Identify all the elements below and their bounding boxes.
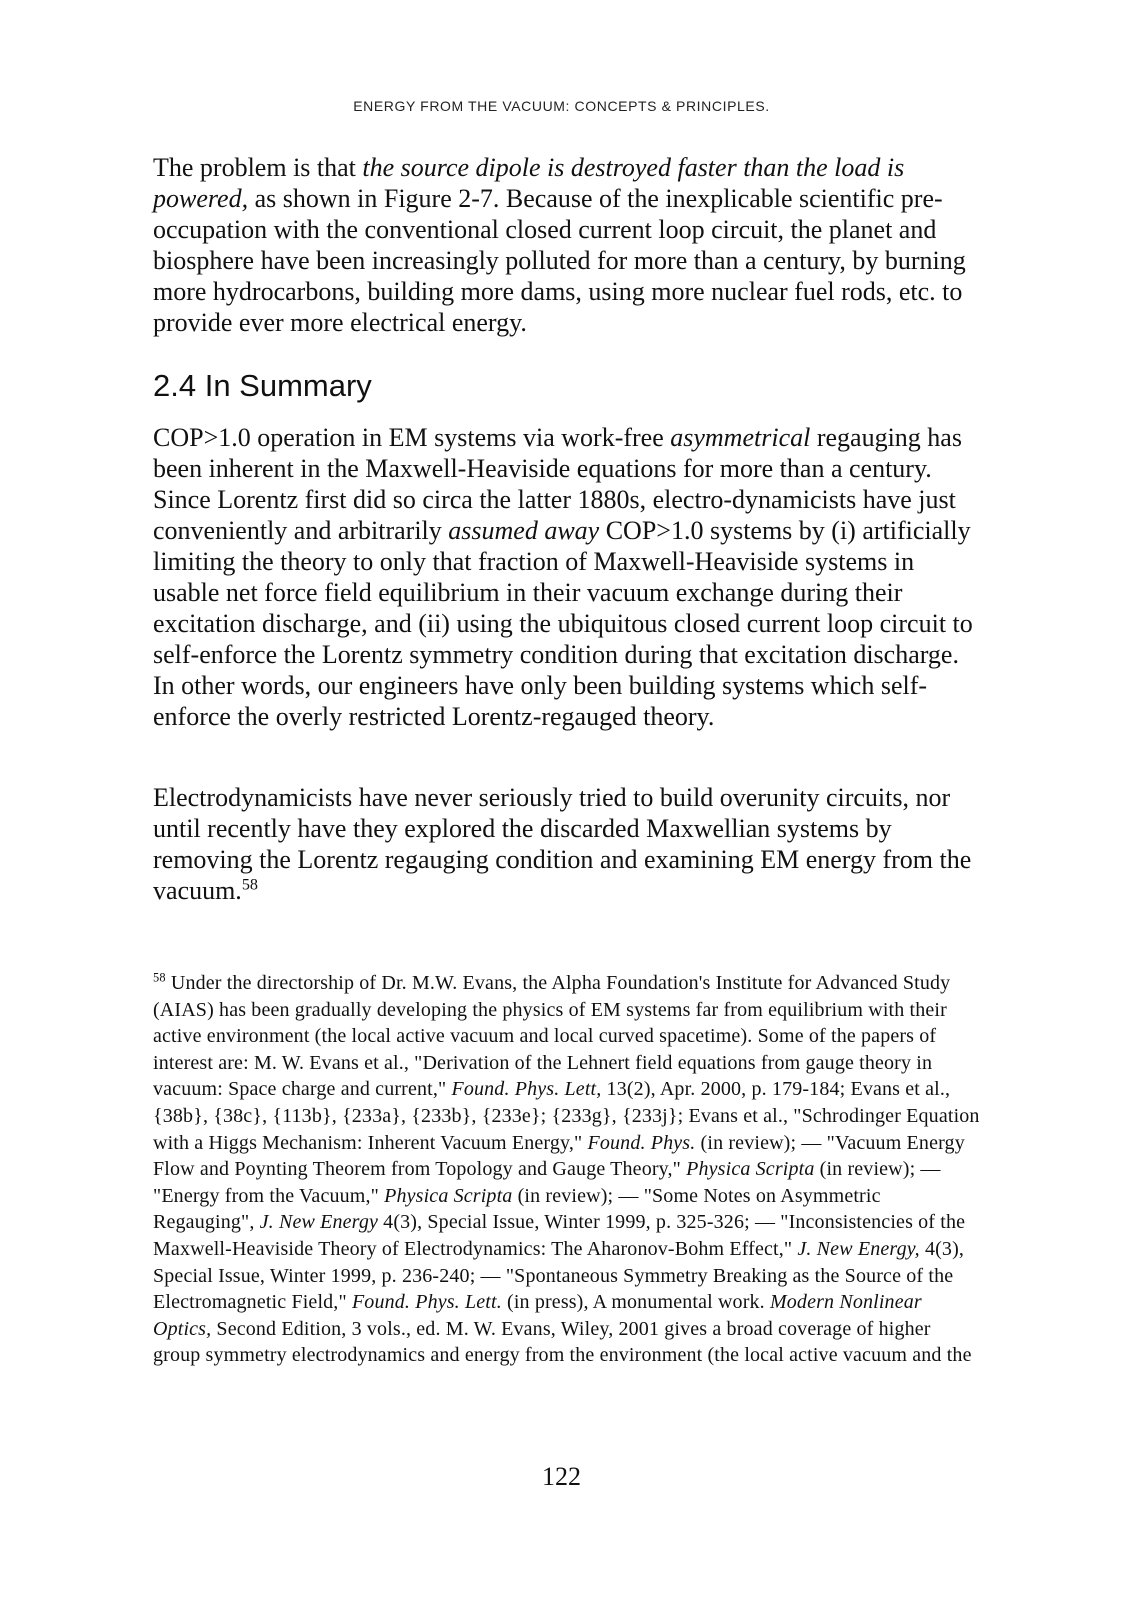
footnote-citation: J. New Energy, — [797, 1237, 920, 1260]
footnote-citation: Physica Scripta — [686, 1158, 815, 1181]
section-heading: 2.4 In Summary — [153, 368, 372, 403]
paragraph-summary — [153, 422, 983, 732]
footnote-text: Second Edition, 3 vols., ed. M. W. Evans, Wiley, 2001 gives a broad coverage of higher group symmetry electrodynamics and energy from the environment (the local active vacuum and the — [153, 1317, 972, 1367]
paragraph-text: The problem is that — [153, 153, 363, 182]
footnote-text: (in review); — "Vacuum Energy Flow and Poynting Theorem from Topology and Gauge Theory," — [153, 1131, 965, 1181]
footnote-citation: Physica Scripta — [384, 1184, 513, 1207]
footnote-reference: 58 — [241, 876, 258, 894]
footnote-text: Under the directorship of Dr. M.W. Evans, the Alpha Foundation's Institute for Advanced Study (AIAS) has been gradually developing the physics of EM systems far from equilibrium with their active environment (the local active vacuum and local curved spacetime). Some of the papers of interest are: M. W. Evans et al., "Derivation of the Lehnert field equations from gauge theory in vacuum: Space charge and current," — [153, 972, 951, 1101]
paragraph-source-dipole — [153, 152, 983, 338]
footnote-citation: Found. Phys. — [587, 1131, 696, 1154]
footnote-citation: Found. Phys. Lett. — [351, 1291, 502, 1314]
footnote-text: (in review); — "Some Notes on Asymmetric Regauging", — [153, 1184, 881, 1234]
paragraph-electrodynamicists — [153, 782, 983, 906]
footnote-text: 13(2), Apr. 2000, p. 179-184; Evans et al., {38b}, {38c}, {113b}, {233a}, {233b}, {233e}; {233g}, {233j}; Evans et al., "Schrodinger Equation with a Higgs Mechanism: Inherent Vacuum Energy," — [153, 1078, 980, 1154]
footnote-number: 58 — [153, 970, 166, 985]
footnote-citation: Found. Phys. Lett, — [451, 1078, 602, 1101]
paragraph-text: Electrodynamicists have never seriously tried to build overunity circuits, nor until recently have they explored the discarded Maxwellian systems by removing the Lorentz regauging condition and examining EM energy from the vacuum. — [153, 783, 972, 905]
emphasis-text: assumed away — [448, 516, 600, 545]
footnote-text: 4(3), Special Issue, Winter 1999, p. 325-326; — "Inconsistencies of the Maxwell-Heaviside Theory of Electrodynamics: The Aharonov-Bohm Effect," — [153, 1211, 966, 1260]
paragraph-text: as shown in Figure 2-7. Because of the inexplicable scientific pre-occupation with the conventional closed current loop circuit, the planet and biosphere have been increasingly polluted for more than a century, by burning more hydrocarbons, building more dams, using more nuclear fuel rods, etc. to provide ever more electrical energy. — [153, 184, 966, 337]
running-header: ENERGY FROM THE VACUUM: CONCEPTS & PRINCIPLES. — [353, 98, 770, 114]
paragraph-text: COP>1.0 systems by (i) artificially limiting the theory to only that fraction of Maxwell-Heaviside systems in usable net force field equilibrium in their vacuum exchange during their excitation discharge, and (ii) using the ubiquitous closed current loop circuit to self-enforce the Lorentz symmetry condition during that excitation discharge. In other words, our engineers have only been building systems which self-enforce the overly restricted Lorentz-regauged theory. — [153, 516, 973, 731]
footnote-text: (in press), A monumental work. — [501, 1291, 770, 1314]
footnote-text: 4(3), Special Issue, Winter 1999, p. 236-240; — "Spontaneous Symmetry Breaking as the Source of the Electromagnetic Field," — [153, 1237, 965, 1314]
footnote-citation: J. New Energy — [259, 1211, 379, 1234]
footnote — [153, 970, 983, 1369]
page-number: 122 — [542, 1462, 581, 1491]
paragraph-text: COP>1.0 operation in EM systems via work-free — [153, 423, 671, 452]
footnote-text: (in review); — "Energy from the Vacuum," — [153, 1158, 941, 1207]
emphasis-text: the source dipole is destroyed faster than the load is powered, — [153, 153, 905, 213]
emphasis-text: asymmetrical — [670, 423, 811, 452]
paragraph-text: regauging has been inherent in the Maxwell-Heaviside equations for more than a century. Since Lorentz first did so circa the latter 1880s, electro-dynamicists have just conveniently and arbitrarily — [153, 423, 962, 545]
footnote-citation: Modern Nonlinear Optics, — [153, 1291, 922, 1340]
